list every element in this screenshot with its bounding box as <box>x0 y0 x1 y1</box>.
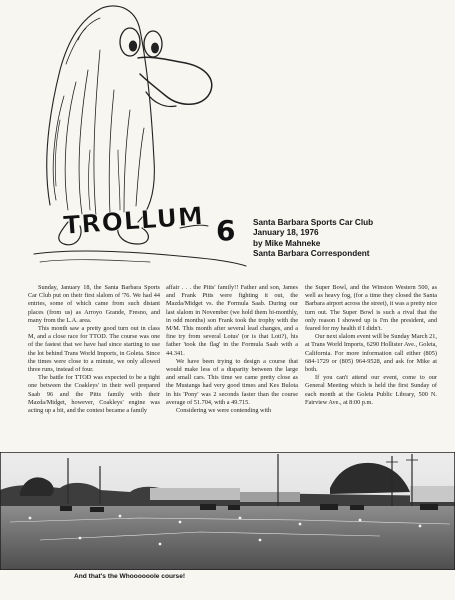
trollum-logo <box>62 201 235 247</box>
paragraph: Sunday, January 18, the Santa Barbara Sports Car Club put on their first slalom of '76. We had 44 entries, some of which came from such distant places (from us) as Arroyo Grande, Fresno, and many from the L.A. area. <box>28 284 160 324</box>
paragraph: the Super Bowl, and the Winston Western 500, as well as heavy fog, (for a time they closed the Santa Barbara airport across the street), it was a pretty nice turn out. The Super Bowl is such a rival that the only reason I showed up is I'm the president, and feared for my health if I didn't. <box>305 284 437 333</box>
photo-caption: And that's the Whoooooole course! <box>74 573 186 580</box>
article-column-2 <box>166 284 298 415</box>
logo-number: 6 <box>216 214 236 247</box>
paragraph: Considering we were contending with <box>176 407 272 415</box>
paragraph: If you can't attend our event, come to our General Meeting which is held the first Sunday of each month at the Goleta Public Library, 500 N. Fairview Ave., at 8:00 p.m. <box>305 374 437 406</box>
article-column-3 <box>305 284 437 407</box>
paragraph: We have been trying to design a course that would make less of a disparity between the large and small cars. This time we came pretty close as the Mustangs had very good times and Kes Bulota in his 'Pony' was 2 seconds faster than the course average of 51.704, with a 49.715. <box>166 357 298 406</box>
paragraph: This month saw a pretty good turn out in class M, and a close race for TTOD. The course was one of the fastest that we have had since starting to use the lot behind Trans World Imports, in Goleta. Since the times were close to a minute, we only allowed three runs, instead of four. <box>28 325 160 374</box>
paragraph: affair . . . the Pitts' family!! Father and son, James and Frank Pitts were fighting it out, the Mazda/Midget vs. the Formula Saab. During our last slalom in November (we hold them bi-monthly, in odd months) son Frank took the trophy with the M/M. This month after several lead changes, and a fine try from several Lotus' (or is that Loti?), his father 'took the flag' in the Formula Saab with a 44.341. <box>166 284 298 357</box>
trollum-illustration <box>20 0 250 268</box>
byline-block <box>253 218 443 260</box>
author-name: by Mike Mahneke <box>253 238 321 248</box>
logo-word: TROLLUM <box>62 201 205 240</box>
author-role: Santa Barbara Correspondent <box>253 249 370 259</box>
paragraph: Our next slalom event will be Sunday March 21, at Trans World Imports, 6290 Hollister Ave., Goleta, California. For more information call either (805) 684-1729 or (805) 964-9528, and ask for Mike at both. <box>305 333 437 374</box>
event-date: January 18, 1976 <box>253 228 319 238</box>
paragraph: The battle for TTOD was expected to be a tight one between the Coakleys' in their well prepared Saab 96 and the Pitts family with their Mazda/Midget, however, Coakleys' engine was acting up a bit, and the contest became a family <box>28 374 160 415</box>
article-column-1 <box>28 284 160 415</box>
club-name: Santa Barbara Sports Car Club <box>253 218 374 227</box>
slalom-course-photo <box>0 452 455 570</box>
